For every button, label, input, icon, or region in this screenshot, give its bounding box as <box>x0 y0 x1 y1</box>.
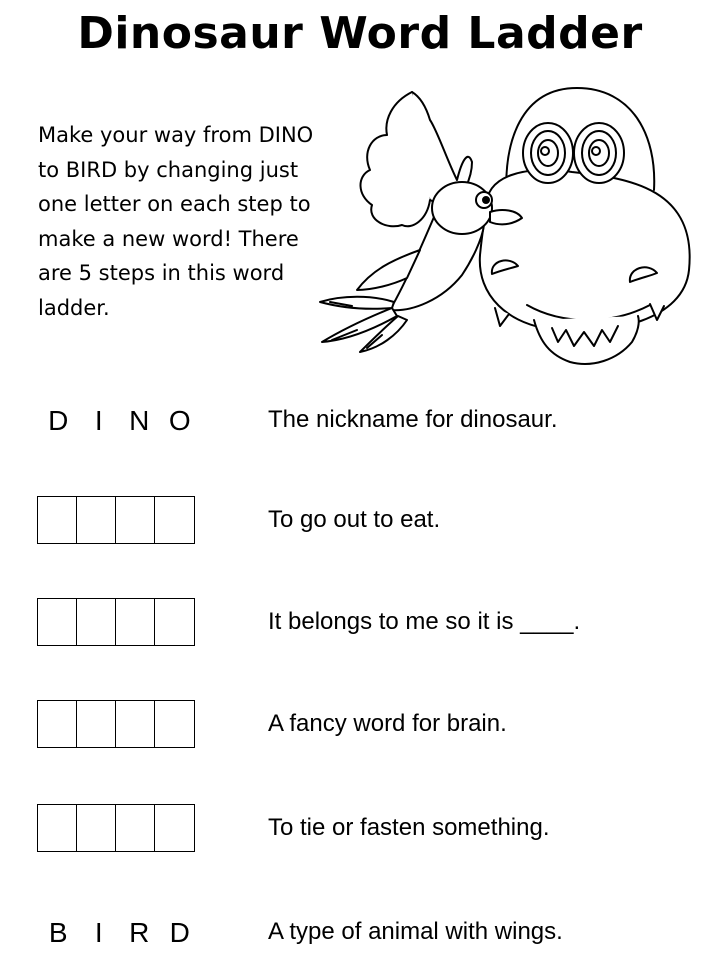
start-letter: O <box>168 405 191 436</box>
end-clue: A type of animal with wings. <box>268 918 563 945</box>
letter-box[interactable] <box>37 496 78 544</box>
step-clue: To go out to eat. <box>268 506 441 533</box>
ladder-row-step-1 <box>0 496 720 552</box>
step-clue: To tie or fasten something. <box>268 814 550 841</box>
dinosaur-head-icon <box>480 88 690 364</box>
start-clue: The nickname for dinosaur. <box>268 406 558 433</box>
letter-box[interactable] <box>76 496 117 544</box>
letter-box[interactable] <box>76 598 117 646</box>
answer-boxes <box>37 804 199 852</box>
letter-box[interactable] <box>76 700 117 748</box>
start-letter: D <box>48 405 69 436</box>
bird-icon <box>320 92 522 352</box>
letter-box[interactable] <box>115 804 156 852</box>
start-letter: I <box>94 405 103 436</box>
letter-box[interactable] <box>115 700 156 748</box>
end-letter: R <box>129 917 150 948</box>
step-clue: It belongs to me so it is ____. <box>268 608 581 635</box>
letter-box[interactable] <box>115 496 156 544</box>
letter-box[interactable] <box>154 496 195 544</box>
start-word <box>38 396 200 446</box>
instructions-text: Make your way from DINO to BIRD by changing just one letter on each step to make a new word! There are 5 steps in this word ladder. <box>38 123 314 320</box>
ladder-row-end <box>0 908 720 964</box>
dino-bird-illustration <box>312 80 702 380</box>
letter-box[interactable] <box>115 598 156 646</box>
end-letter: B <box>48 917 68 948</box>
letter-box[interactable] <box>37 598 78 646</box>
letter-box[interactable] <box>76 804 117 852</box>
step-clue: A fancy word for brain. <box>268 710 507 737</box>
answer-boxes <box>37 598 199 646</box>
end-word <box>38 908 200 958</box>
ladder-row-start <box>0 396 720 452</box>
end-letter: D <box>169 917 190 948</box>
letter-box[interactable] <box>154 804 195 852</box>
start-letter: N <box>129 405 150 436</box>
letter-box[interactable] <box>154 598 195 646</box>
ladder-row-step-4 <box>0 804 720 860</box>
answer-boxes <box>37 700 199 748</box>
letter-box[interactable] <box>37 700 78 748</box>
page-title: Dinosaur Word Ladder <box>77 8 643 59</box>
letter-box[interactable] <box>37 804 78 852</box>
end-letter: I <box>94 917 103 948</box>
ladder-row-step-2 <box>0 598 720 654</box>
answer-boxes <box>37 496 199 544</box>
letter-box[interactable] <box>154 700 195 748</box>
ladder-row-step-3 <box>0 700 720 756</box>
